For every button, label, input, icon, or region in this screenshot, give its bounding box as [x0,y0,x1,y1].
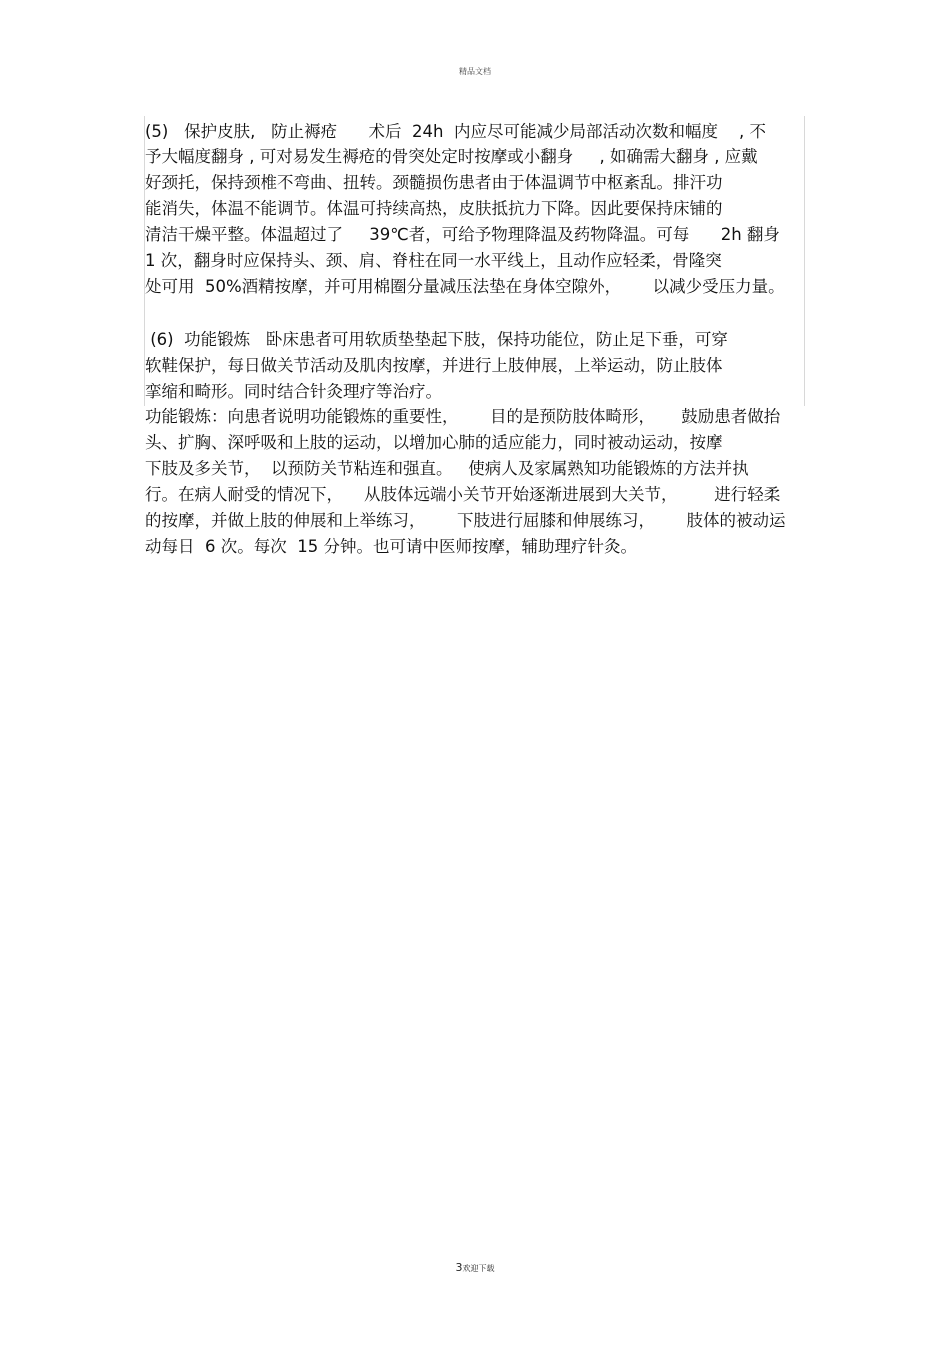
exercise-paragraph-line: 的按摩，并做上肢的伸展和上举练习， 下肢进行屈膝和伸展练习， 肢体的被动运 [145,511,786,530]
paragraph-5-line: 1 次，翻身时应保持头、颈、肩、脊柱在同一水平线上，且动作应轻柔，骨隆突 [145,251,722,270]
paragraph-5-line: 处可用 50%酒精按摩，并可用棉圈分量减压法垫在身体空隙外， 以减少受压力量。 [145,277,785,296]
paragraph-6-line: 挛缩和畸形。同时结合针灸理疗等治疗。 [145,382,442,401]
page-header: 精品文档 [459,67,491,76]
page-number: 3 [455,1261,463,1274]
page-footer [0,1261,950,1274]
exercise-paragraph-line: 功能锻炼：向患者说明功能锻炼的重要性， 目的是预防肢体畸形， 鼓励患者做抬 [145,407,781,426]
exercise-paragraph-line: 行。在病人耐受的情况下， 从肢体远端小关节开始逐渐进展到大关节， 进行轻柔 [145,485,781,504]
paragraph-5-line: (5) 保护皮肤, 防止褥疮 术后 24h 内应尽可能减少局部活动次数和幅度 , 不 [145,122,766,141]
paragraph-5-line: 能消失，体温不能调节。体温可持续高热，皮肤抵抗力下降。因此要保持床铺的 [145,199,723,218]
paragraph-5-line: 予大幅度翻身 , 可对易发生褥疮的骨突处定时按摩或小翻身 , 如确需大翻身 , 应戴 [145,147,758,166]
paragraph-5-line: 好颈托，保持颈椎不弯曲、扭转。颈髓损伤患者由于体温调节中枢紊乱。排汗功 [145,173,723,192]
paragraph-6-line: (6) 功能锻炼 卧床患者可用软质垫垫起下肢，保持功能位，防止足下垂，可穿 [145,330,728,349]
exercise-paragraph-line: 头、扩胸、深呼吸和上肢的运动，以增加心肺的适应能力，同时被动运动，按摩 [145,433,723,452]
paragraph-5-line: 清洁干燥平整。体温超过了 39℃者，可给予物理降温及药物降温。可每 2h 翻身 [145,225,780,244]
paragraph-6-line: 软鞋保护，每日做关节活动及肌肉按摩，并进行上肢伸展，上举运动，防止肢体 [145,356,723,375]
exercise-paragraph-line: 动每日 6 次。每次 15 分钟。也可请中医师按摩，辅助理疗针灸。 [145,537,637,556]
footer-text: 欢迎下载 [462,1264,495,1273]
exercise-paragraph-line: 下肢及多关节， 以预防关节粘连和强直。 使病人及家属熟知功能锻炼的方法并执 [145,459,749,478]
